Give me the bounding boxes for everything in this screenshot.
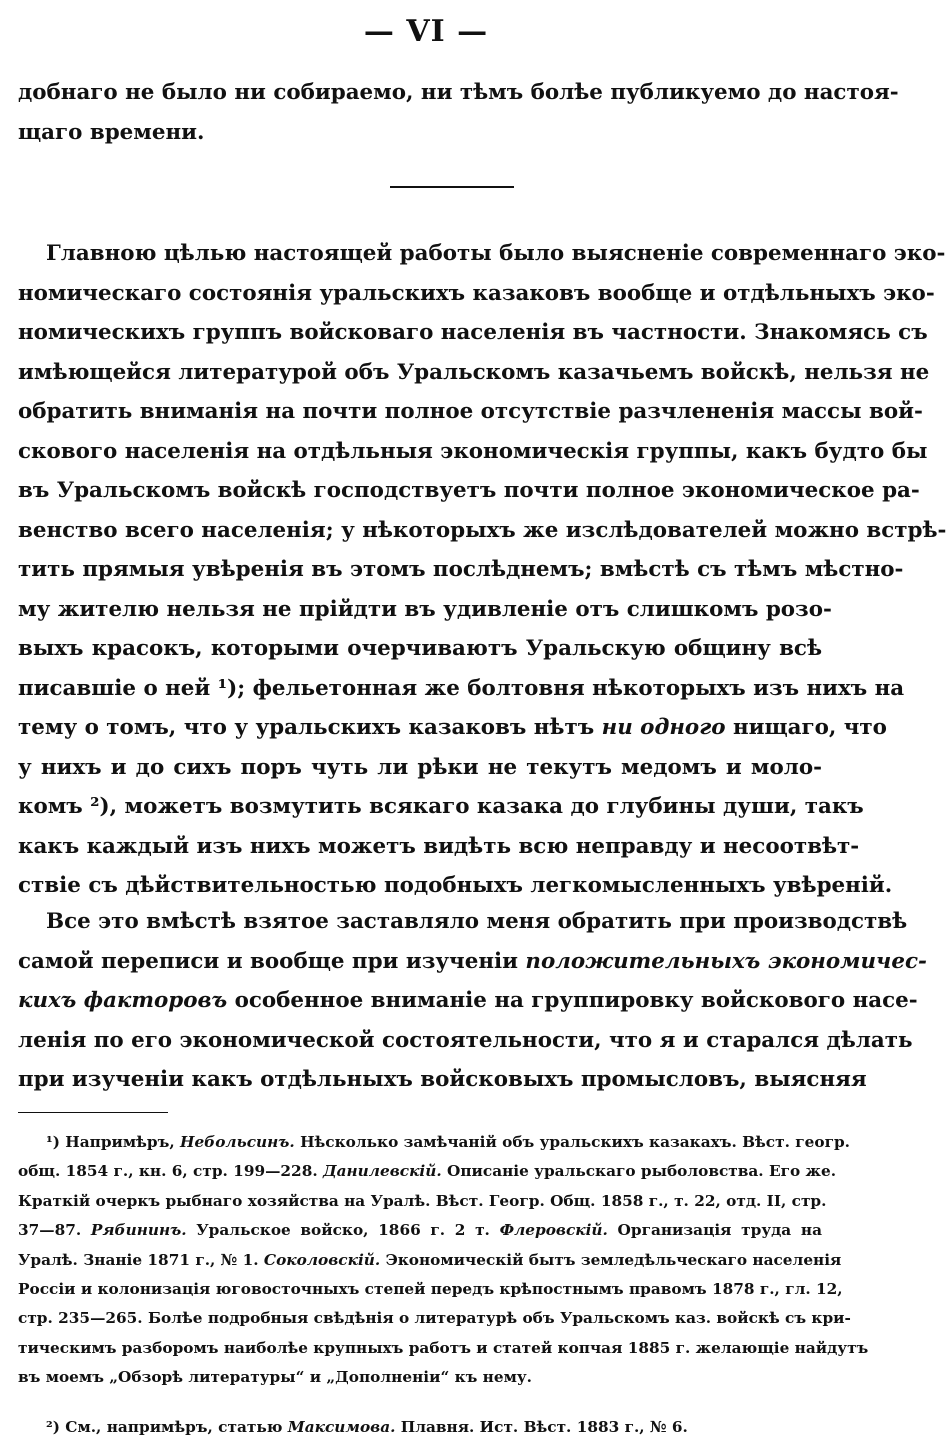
- text-segment: тему о томъ, что у уральскихъ казаковъ нѣтъ: [18, 715, 595, 740]
- author-name: Флеровскій.: [499, 1221, 608, 1240]
- footnote-1-line: тическимъ разборомъ наиболѣе крупныхъ работъ и статей копчая 1885 г. желающіе найдутъ: [18, 1338, 869, 1357]
- author-name: Данилевскій.: [323, 1162, 442, 1181]
- italic-phrase: ни одного: [601, 715, 726, 740]
- text-segment: Уралѣ. Знаніе 1871 г., № 1.: [18, 1250, 259, 1269]
- author-name: Небольсинъ.: [180, 1133, 295, 1151]
- section-separator: [390, 186, 514, 188]
- text-line: у нихъ и до сихъ поръ чуть ли рѣки не текутъ медомъ и моло-: [18, 754, 822, 780]
- footnote-1-line: въ моемъ „Обзорѣ литературы“ и „Дополненіи“ къ нему.: [18, 1368, 533, 1387]
- text-segment: нищаго, что: [732, 715, 887, 740]
- text-segment: ²) См., напримѣръ, статью: [46, 1417, 283, 1436]
- text-line: тить прямыя увѣренія въ этомъ послѣднемъ; вмѣстѣ съ тѣмъ мѣстно-: [18, 557, 904, 582]
- text-line: добнаго не было ни собираемо, ни тѣмъ болѣе публикуемо до настоя-: [18, 80, 899, 105]
- text-segment: Описаніе уральскаго рыболовства. Его же.: [447, 1162, 837, 1181]
- author-name: Рябининъ.: [90, 1221, 187, 1240]
- text-segment: ¹) Напримѣръ,: [46, 1133, 175, 1151]
- text-line: имѣющейся литературой объ Уральскомъ казачьемъ войскѣ, нельзя не: [18, 359, 930, 385]
- text-line: обратить вниманія на почти полное отсутствіе разчлененія массы вой-: [18, 399, 923, 424]
- footnote-gap: [18, 1393, 822, 1411]
- continuation-text: [18, 73, 899, 152]
- text-segment: Экономическій бытъ земледѣльческаго населенія: [385, 1250, 842, 1269]
- text-segment: Уральское войско, 1866 г. 2 т.: [196, 1221, 490, 1240]
- text-segment: Плавня. Ист. Вѣст. 1883 г., № 6.: [400, 1417, 688, 1436]
- author-name: Максимова.: [287, 1417, 396, 1436]
- footnote-1-line: [18, 1216, 822, 1245]
- text-line: писавшіе о ней ¹); фельетонная же болтовня нѣкоторыхъ изъ нихъ на: [18, 675, 905, 701]
- footnote-1-line: Краткій очеркъ рыбнаго хозяйства на Уралѣ. Вѣст. Геогр. Общ. 1858 г., т. 22, отд. II, стр.: [18, 1191, 827, 1210]
- footnote-1-line: Россіи и колонизація юговосточныхъ степей передъ крѣпостнымъ правомъ 1878 г., гл. 12,: [18, 1279, 843, 1298]
- italic-phrase: положительныхъ экономичес-: [525, 948, 927, 974]
- text-line: ствіе съ дѣйствительностью подобныхъ легкомысленныхъ увѣреній.: [18, 873, 893, 898]
- text-line: венство всего населенія; у нѣкоторыхъ же изслѣдователей можно встрѣ-: [18, 517, 946, 543]
- italic-phrase: кихъ факторовъ: [18, 988, 228, 1013]
- text-line: [18, 708, 887, 748]
- paragraph-main-goal: [18, 234, 946, 906]
- text-line: номическихъ группъ войсковаго населенія въ частности. Знакомясь съ: [18, 320, 928, 345]
- footnote-2-line: [18, 1411, 822, 1443]
- paragraph-grouping: [18, 902, 927, 1100]
- text-line: въ Уральскомъ войскѣ господствуетъ почти полное экономическое ра-: [18, 478, 920, 503]
- author-name: Соколовскій.: [263, 1250, 381, 1269]
- text-line: при изученіи какъ отдѣльныхъ войсковыхъ промысловъ, выясняя: [18, 1067, 867, 1092]
- text-segment: особенное вниманіе на группировку войскового насе-: [234, 988, 918, 1013]
- text-line: какъ каждый изъ нихъ можетъ видѣть всю неправду и несоотвѣт-: [18, 833, 860, 859]
- text-segment: общ. 1854 г., кн. 6, стр. 199—228.: [18, 1162, 318, 1181]
- text-line: скового населенія на отдѣльныя экономическія группы, какъ будто бы: [18, 438, 928, 464]
- text-line: ленія по его экономической состоятельности, что я и старался дѣлать: [18, 1027, 913, 1053]
- text-line: комъ ²), можетъ возмутить всякаго казака до глубины души, такъ: [18, 794, 864, 819]
- footnotes: [18, 1128, 869, 1443]
- footnote-1-line: стр. 235—265. Болѣе подробныя свѣдѣнія о литературѣ объ Уральскомъ каз. войскѣ съ кри-: [18, 1309, 851, 1328]
- footnote-1-line: [18, 1157, 837, 1186]
- text-segment: 37—87.: [18, 1221, 82, 1240]
- footnote-1-line: [18, 1128, 850, 1157]
- text-line: Главною цѣлью настоящей работы было выясненіе современнаго эко-: [46, 241, 946, 266]
- text-line: номическаго состоянія уральскихъ казаковъ вообще и отдѣльныхъ эко-: [18, 280, 935, 306]
- text-line: выхъ красокъ, которыми очерчиваютъ Уральскую общину всѣ: [18, 636, 822, 661]
- text-line: му жителю нельзя не прійдти въ удивленіе отъ слишкомъ розо-: [18, 596, 832, 622]
- text-segment: Организація труда на: [617, 1221, 822, 1240]
- text-line: [18, 942, 927, 982]
- footnote-rule: [18, 1112, 168, 1113]
- text-segment: Нѣсколько замѣчаній объ уральскихъ казакахъ. Вѣст. геогр.: [300, 1133, 850, 1151]
- text-segment: самой переписи и вообще при изученіи: [18, 948, 518, 974]
- text-line: щаго времени.: [18, 119, 205, 145]
- page-number: — VI —: [363, 14, 489, 49]
- text-line: [18, 981, 918, 1021]
- footnote-1-line: [18, 1246, 842, 1275]
- text-line: Все это вмѣстѣ взятое заставляло меня обратить при производствѣ: [46, 909, 908, 934]
